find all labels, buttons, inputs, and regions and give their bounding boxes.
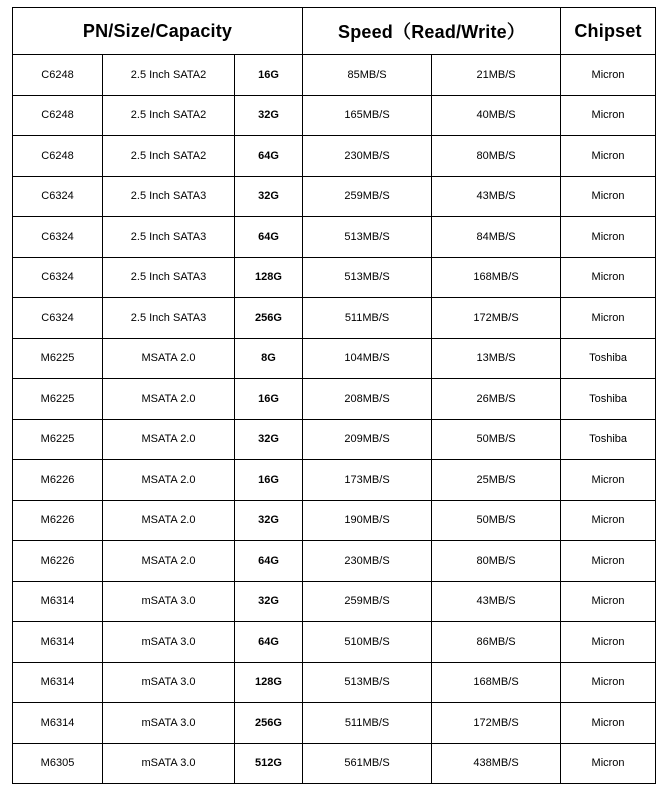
cell-pn: C6324 (13, 176, 103, 217)
cell-capacity: 64G (235, 622, 303, 663)
cell-chipset: Toshiba (561, 419, 656, 460)
cell-write-speed: 13MB/S (432, 338, 561, 379)
cell-write-speed: 438MB/S (432, 743, 561, 784)
cell-pn: M6225 (13, 379, 103, 420)
cell-read-speed: 511MB/S (303, 703, 432, 744)
cell-capacity: 64G (235, 541, 303, 582)
cell-size: 2.5 Inch SATA3 (103, 298, 235, 339)
cell-read-speed: 259MB/S (303, 176, 432, 217)
cell-chipset: Micron (561, 257, 656, 298)
cell-capacity: 16G (235, 460, 303, 501)
cell-pn: M6225 (13, 419, 103, 460)
table-row (13, 662, 656, 703)
cell-pn: M6305 (13, 743, 103, 784)
table-body (13, 55, 656, 784)
cell-chipset: Micron (561, 662, 656, 703)
cell-size: MSATA 2.0 (103, 460, 235, 501)
cell-capacity: 16G (235, 55, 303, 96)
cell-read-speed: 230MB/S (303, 541, 432, 582)
cell-chipset: Micron (561, 622, 656, 663)
table-row (13, 217, 656, 258)
cell-size: MSATA 2.0 (103, 500, 235, 541)
cell-capacity: 128G (235, 257, 303, 298)
table-row (13, 743, 656, 784)
cell-write-speed: 43MB/S (432, 176, 561, 217)
cell-read-speed: 513MB/S (303, 217, 432, 258)
cell-size: MSATA 2.0 (103, 338, 235, 379)
cell-chipset: Micron (561, 176, 656, 217)
spec-table (12, 7, 656, 784)
cell-size: mSATA 3.0 (103, 662, 235, 703)
cell-size: mSATA 3.0 (103, 703, 235, 744)
cell-write-speed: 86MB/S (432, 622, 561, 663)
cell-read-speed: 173MB/S (303, 460, 432, 501)
cell-size: 2.5 Inch SATA2 (103, 136, 235, 177)
cell-pn: C6324 (13, 257, 103, 298)
table-row (13, 703, 656, 744)
cell-read-speed: 513MB/S (303, 257, 432, 298)
cell-capacity: 16G (235, 379, 303, 420)
cell-write-speed: 50MB/S (432, 500, 561, 541)
cell-size: 2.5 Inch SATA3 (103, 257, 235, 298)
cell-read-speed: 561MB/S (303, 743, 432, 784)
table-row (13, 95, 656, 136)
cell-read-speed: 510MB/S (303, 622, 432, 663)
cell-write-speed: 80MB/S (432, 541, 561, 582)
cell-write-speed: 172MB/S (432, 703, 561, 744)
cell-pn: M6226 (13, 500, 103, 541)
cell-capacity: 32G (235, 176, 303, 217)
cell-chipset: Micron (561, 136, 656, 177)
cell-capacity: 64G (235, 136, 303, 177)
table-row (13, 541, 656, 582)
cell-capacity: 256G (235, 298, 303, 339)
cell-capacity: 32G (235, 419, 303, 460)
cell-size: 2.5 Inch SATA2 (103, 55, 235, 96)
table-row (13, 136, 656, 177)
cell-size: mSATA 3.0 (103, 622, 235, 663)
cell-chipset: Micron (561, 500, 656, 541)
table-row (13, 419, 656, 460)
cell-capacity: 32G (235, 500, 303, 541)
cell-size: 2.5 Inch SATA3 (103, 217, 235, 258)
cell-read-speed: 165MB/S (303, 95, 432, 136)
cell-read-speed: 190MB/S (303, 500, 432, 541)
cell-read-speed: 259MB/S (303, 581, 432, 622)
cell-capacity: 32G (235, 581, 303, 622)
cell-write-speed: 25MB/S (432, 460, 561, 501)
cell-chipset: Micron (561, 95, 656, 136)
table-row (13, 581, 656, 622)
cell-write-speed: 168MB/S (432, 662, 561, 703)
cell-chipset: Micron (561, 541, 656, 582)
cell-read-speed: 85MB/S (303, 55, 432, 96)
table-row (13, 379, 656, 420)
cell-chipset: Micron (561, 217, 656, 258)
cell-pn: C6248 (13, 136, 103, 177)
cell-capacity: 256G (235, 703, 303, 744)
header-chipset: Chipset (561, 8, 656, 55)
cell-write-speed: 50MB/S (432, 419, 561, 460)
cell-pn: C6324 (13, 298, 103, 339)
cell-write-speed: 84MB/S (432, 217, 561, 258)
cell-size: mSATA 3.0 (103, 743, 235, 784)
cell-write-speed: 21MB/S (432, 55, 561, 96)
cell-chipset: Micron (561, 743, 656, 784)
cell-pn: M6314 (13, 662, 103, 703)
cell-size: 2.5 Inch SATA2 (103, 95, 235, 136)
cell-chipset: Micron (561, 581, 656, 622)
cell-size: MSATA 2.0 (103, 379, 235, 420)
cell-size: 2.5 Inch SATA3 (103, 176, 235, 217)
cell-pn: M6226 (13, 460, 103, 501)
cell-pn: M6314 (13, 581, 103, 622)
cell-size: MSATA 2.0 (103, 541, 235, 582)
cell-chipset: Toshiba (561, 338, 656, 379)
cell-read-speed: 511MB/S (303, 298, 432, 339)
cell-read-speed: 513MB/S (303, 662, 432, 703)
cell-chipset: Micron (561, 298, 656, 339)
cell-capacity: 32G (235, 95, 303, 136)
cell-capacity: 8G (235, 338, 303, 379)
table-header (13, 8, 656, 55)
header-speed: Speed（Read/Write） (303, 8, 561, 55)
cell-write-speed: 43MB/S (432, 581, 561, 622)
cell-capacity: 64G (235, 217, 303, 258)
cell-read-speed: 104MB/S (303, 338, 432, 379)
header-row (13, 8, 656, 55)
table-row (13, 55, 656, 96)
table-row (13, 460, 656, 501)
cell-chipset: Micron (561, 55, 656, 96)
header-pn-size-capacity: PN/Size/Capacity (13, 8, 303, 55)
table-row (13, 257, 656, 298)
cell-read-speed: 208MB/S (303, 379, 432, 420)
cell-write-speed: 172MB/S (432, 298, 561, 339)
cell-pn: M6314 (13, 622, 103, 663)
cell-read-speed: 209MB/S (303, 419, 432, 460)
cell-capacity: 512G (235, 743, 303, 784)
cell-write-speed: 26MB/S (432, 379, 561, 420)
cell-chipset: Micron (561, 460, 656, 501)
cell-write-speed: 80MB/S (432, 136, 561, 177)
cell-pn: C6248 (13, 55, 103, 96)
cell-write-speed: 40MB/S (432, 95, 561, 136)
table-row (13, 298, 656, 339)
cell-pn: C6324 (13, 217, 103, 258)
cell-chipset: Micron (561, 703, 656, 744)
cell-pn: M6314 (13, 703, 103, 744)
cell-chipset: Toshiba (561, 379, 656, 420)
cell-size: mSATA 3.0 (103, 581, 235, 622)
cell-size: MSATA 2.0 (103, 419, 235, 460)
cell-pn: C6248 (13, 95, 103, 136)
table-row (13, 500, 656, 541)
table-row (13, 338, 656, 379)
cell-pn: M6226 (13, 541, 103, 582)
table-row (13, 622, 656, 663)
cell-read-speed: 230MB/S (303, 136, 432, 177)
cell-write-speed: 168MB/S (432, 257, 561, 298)
cell-pn: M6225 (13, 338, 103, 379)
cell-capacity: 128G (235, 662, 303, 703)
table-row (13, 176, 656, 217)
